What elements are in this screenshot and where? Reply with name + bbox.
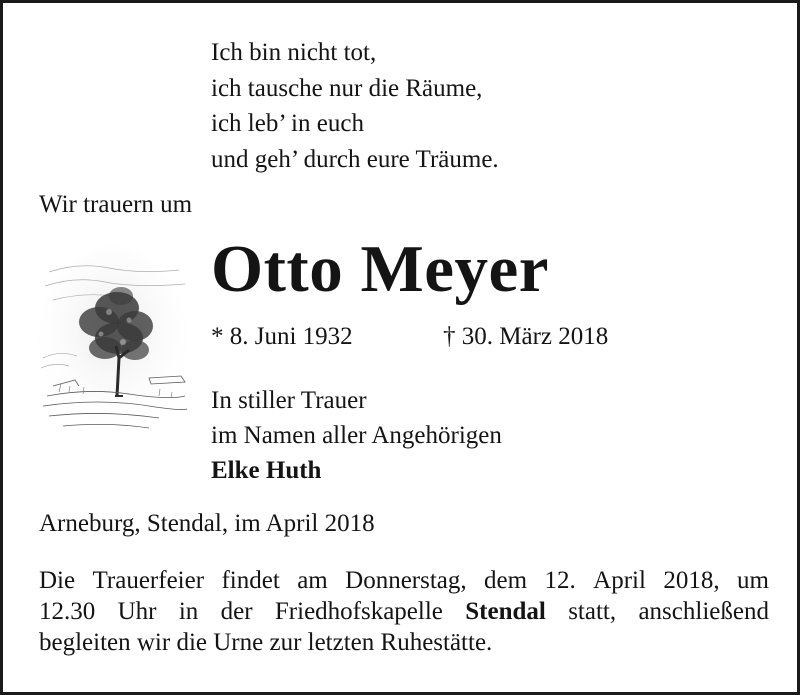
tree-landscape-image [39,246,187,436]
service-line-2 [39,596,769,627]
service-word: Uhr [117,598,157,625]
service-word: 12.30 [39,598,96,625]
service-word: in [178,598,199,625]
service-word: 12. [544,567,576,594]
service-word: statt, [568,598,617,625]
place-and-date: Arneburg, Stendal, im April 2018 [39,510,375,537]
deceased-name: Otto Meyer [211,232,549,306]
poem-line-2: ich tausche nur die Räume, [211,74,483,102]
death-date: † 30. März 2018 [443,323,609,350]
service-line-3 [39,627,769,658]
mourning-intro: Wir trauern um [39,191,193,218]
service-word: Friedhofskapelle [274,598,443,625]
service-word: Die [39,567,76,594]
service-word: dem [484,567,528,594]
poem-line-1: Ich bin nicht tot, [211,39,377,66]
service-line-3-text: begleiten wir die Urne zur letzten Ruhestätte. [39,629,493,656]
service-location-bold: Stendal [465,598,546,625]
poem-line-4: und geh’ durch eure Träume. [211,145,499,173]
poem-line-3: ich leb’ in euch [211,110,364,137]
funeral-service-text [39,565,769,658]
service-word: findet [221,567,280,594]
signer-name: Elke Huth [211,457,322,484]
grief-block [211,383,502,488]
service-word: der [220,598,253,625]
grief-line-2: im Namen aller Angehörigen [211,422,502,449]
service-word: anschließend [638,598,769,625]
birth-date: * 8. Juni 1932 [211,323,353,350]
service-line-1 [39,565,769,596]
poem [211,35,499,177]
service-word: 2018, [663,567,720,594]
service-word: um [737,567,769,594]
service-word: Donnerstag, [345,567,467,594]
service-word: am [297,567,328,594]
grief-line-1: In stiller Trauer [211,387,367,414]
service-word: April [593,567,646,594]
service-word: Trauerfeier [92,567,205,594]
